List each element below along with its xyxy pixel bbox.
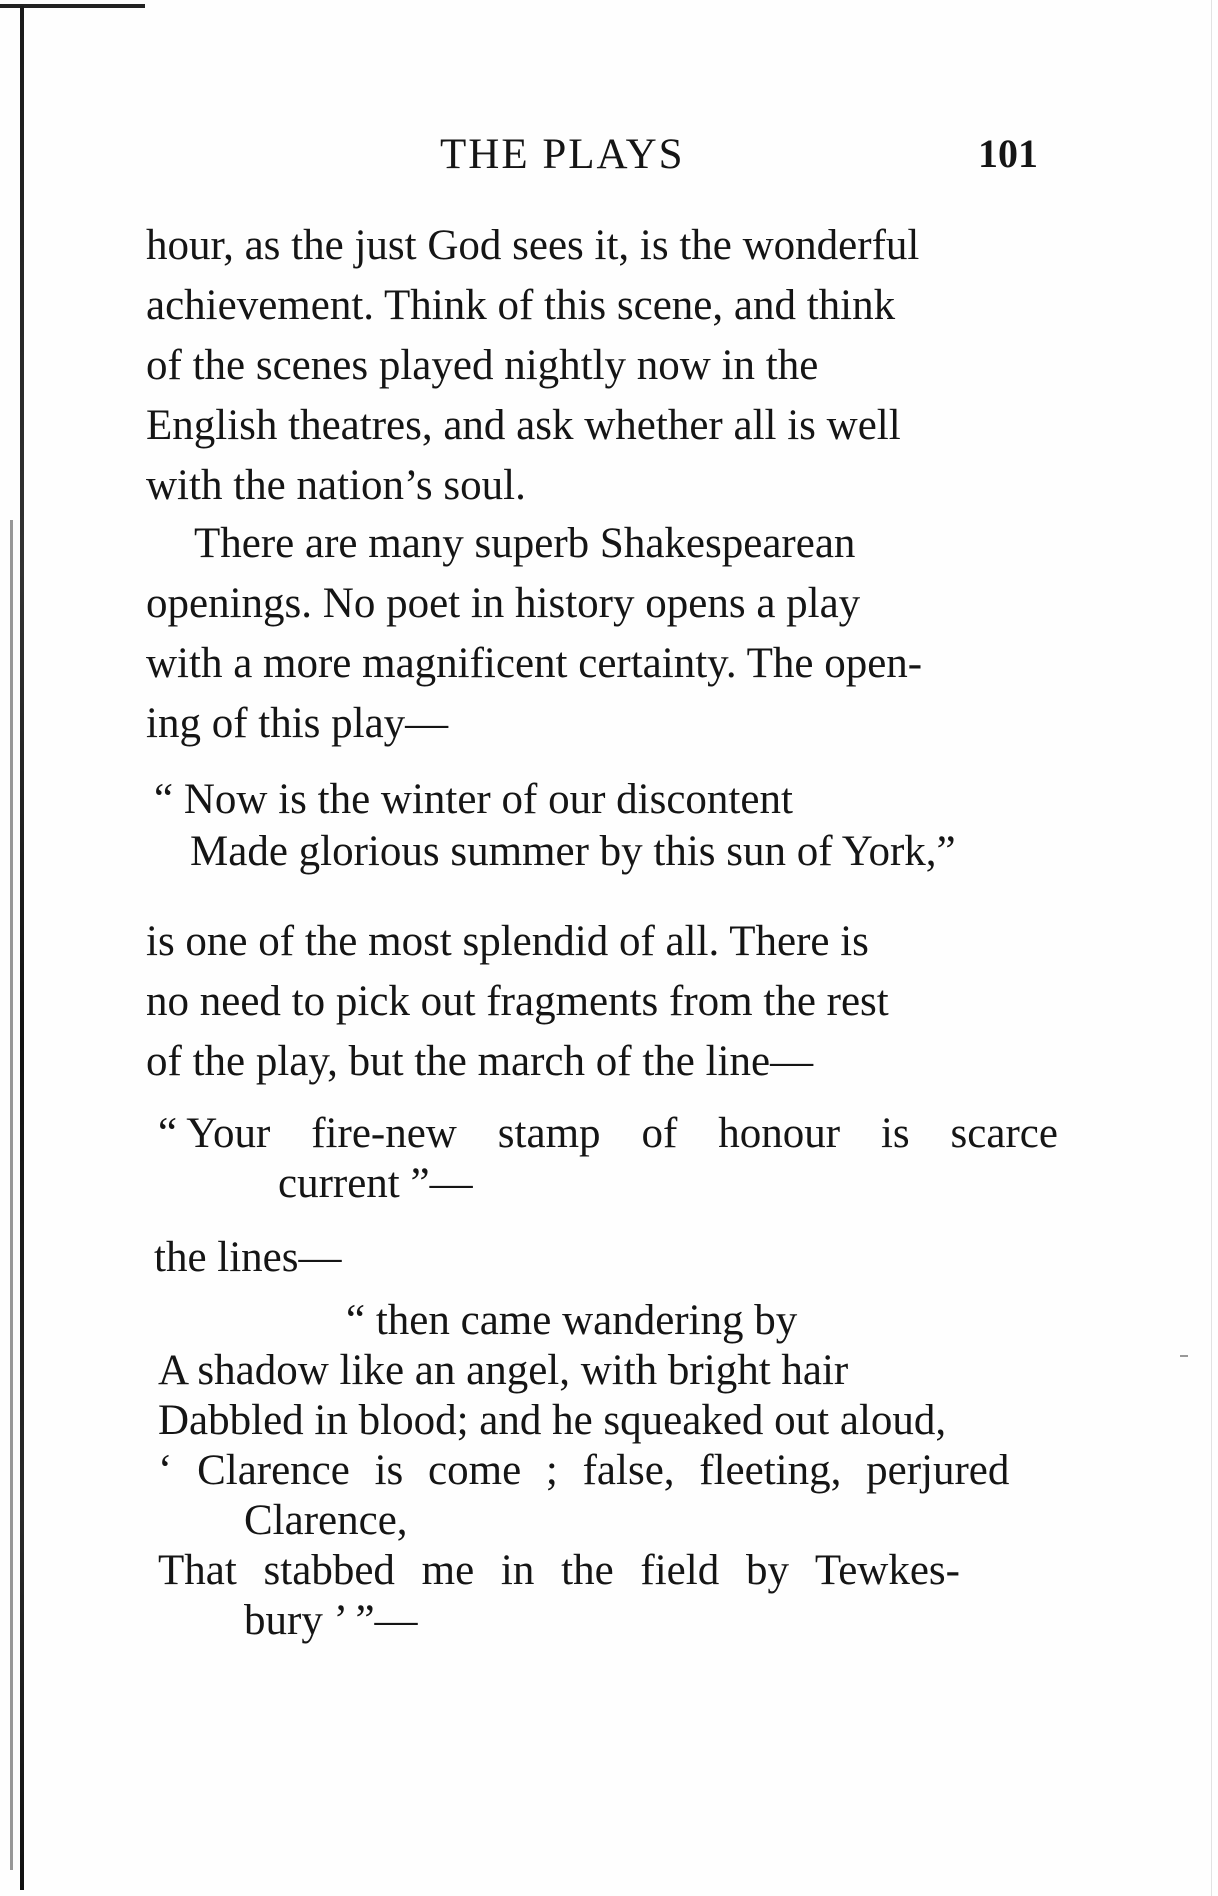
paragraph-3 xyxy=(146,912,1048,1092)
page-number: 101 xyxy=(978,131,1038,176)
verse-line: A shadow like an angel, with bright hair xyxy=(158,1347,849,1394)
text-line: with a more magnificent certainty. The open- xyxy=(146,640,923,687)
verse-word: “ Your xyxy=(158,1110,271,1157)
verse-line: Dabbled in blood; and he squeaked out aloud, xyxy=(158,1397,947,1444)
verse-line: “ then came wandering by xyxy=(346,1297,798,1344)
text-line: is one of the most splendid of all. There is xyxy=(146,918,869,965)
text-line: with the nation’s soul. xyxy=(146,462,526,509)
paragraph-4: the lines— xyxy=(154,1234,342,1281)
quote-1 xyxy=(154,774,956,878)
binding-shadow xyxy=(10,520,13,1870)
binding-edge xyxy=(20,6,24,1890)
verse-word: fire-new xyxy=(311,1110,457,1157)
verse-line: Clarence, xyxy=(244,1497,408,1544)
verse-word: scarce xyxy=(950,1110,1058,1157)
paragraph-2 xyxy=(146,514,1048,754)
text-line: of the scenes played nightly now in the xyxy=(146,342,819,389)
verse-continuation: current ”— xyxy=(278,1160,473,1207)
text-line: achievement. Think of this scene, and think xyxy=(146,282,896,329)
text-line: There are many superb Shakespearean xyxy=(194,520,856,567)
running-head: THE PLAYS xyxy=(440,131,685,178)
text-line: no need to pick out fragments from the rest xyxy=(146,978,889,1025)
page-right-edge xyxy=(1211,0,1212,1896)
verse-line: bury ’ ”— xyxy=(244,1597,418,1644)
text-line: English theatres, and ask whether all is well xyxy=(146,402,901,449)
text-line: hour, as the just God sees it, is the wonderful xyxy=(146,222,920,269)
quote-2 xyxy=(158,1108,1058,1208)
quote-3 xyxy=(158,1296,1058,1646)
verse-line: ‘ Clarence is come ; false, fleeting, perjured xyxy=(158,1447,1010,1494)
paragraph-1 xyxy=(146,216,1048,516)
verse-word: of xyxy=(641,1110,678,1157)
verse-word: stamp xyxy=(497,1110,601,1157)
scan-speck xyxy=(1180,1355,1188,1357)
verse-word: is xyxy=(880,1110,910,1157)
verse-line: That stabbed me in the field by Tewkes- xyxy=(158,1547,960,1594)
text-line: of the play, but the march of the line— xyxy=(146,1038,814,1085)
text-line: ing of this play— xyxy=(146,700,449,747)
verse-word: honour xyxy=(718,1110,841,1157)
text-line: openings. No poet in history opens a play xyxy=(146,580,861,627)
verse-line: “ Now is the winter of our discontent xyxy=(154,776,793,823)
verse-line xyxy=(158,1108,1058,1160)
verse-line: Made glorious summer by this sun of York,” xyxy=(190,828,956,875)
